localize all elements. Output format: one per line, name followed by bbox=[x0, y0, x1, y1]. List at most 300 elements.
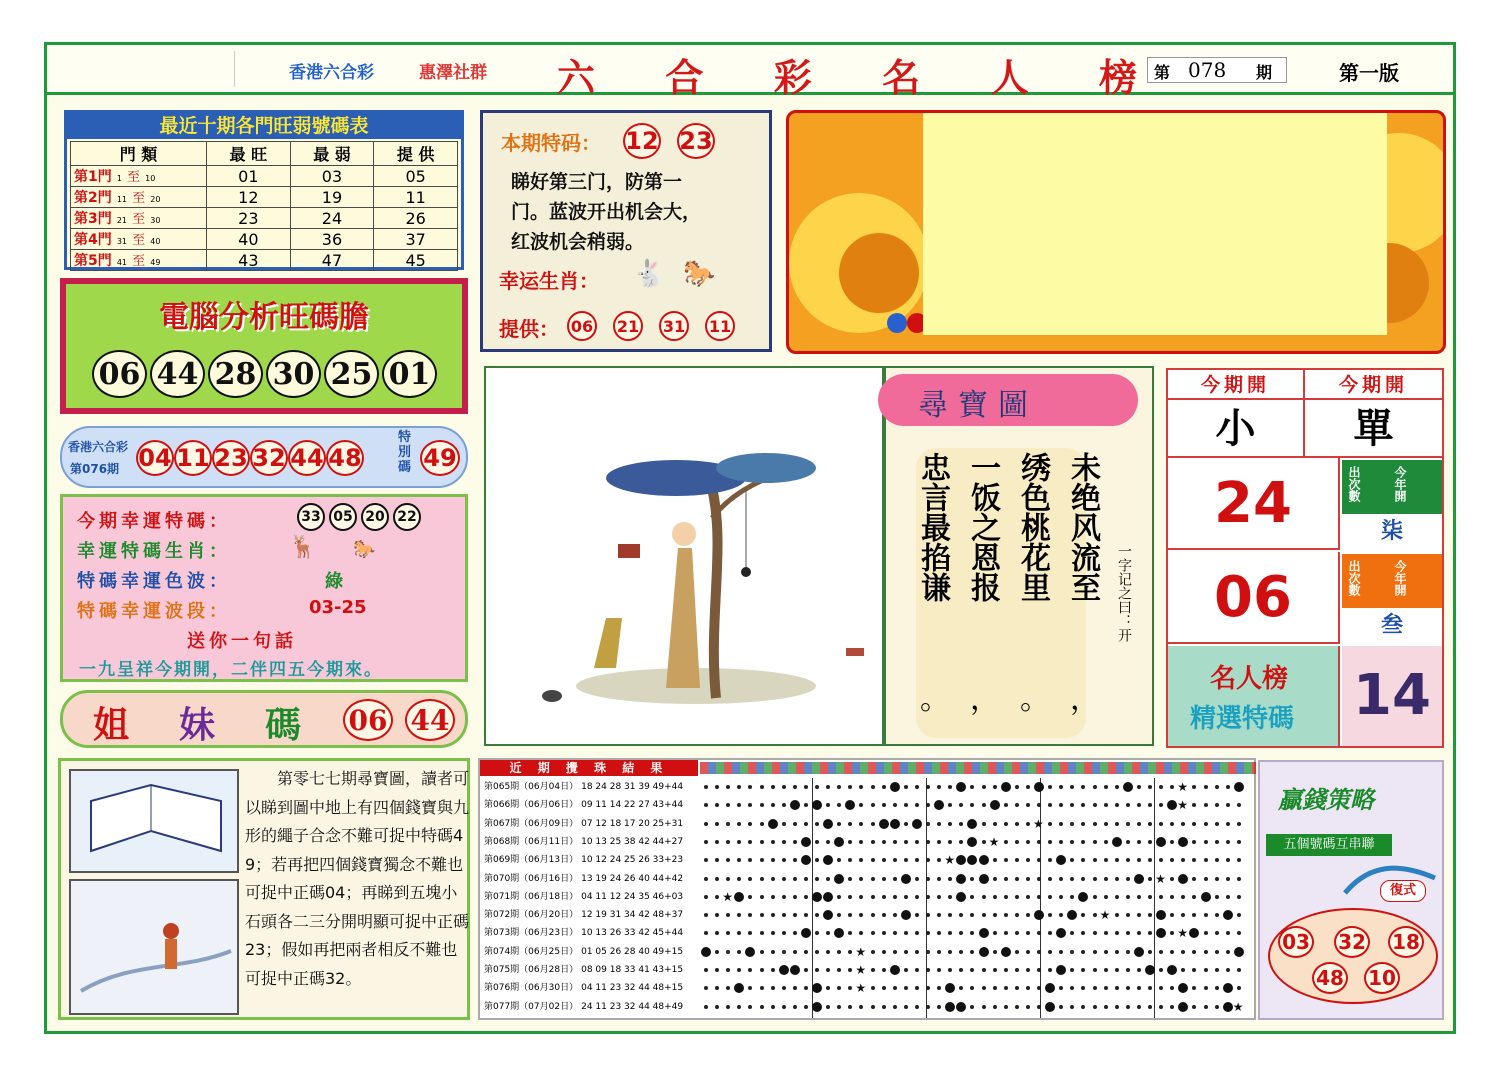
empty-dot-mark bbox=[1059, 950, 1063, 954]
special-star-mark: ★ bbox=[855, 981, 867, 996]
drawn-ball-mark bbox=[734, 983, 744, 993]
empty-dot-mark bbox=[771, 895, 775, 899]
drawn-ball-mark bbox=[901, 874, 911, 884]
empty-dot-mark bbox=[993, 822, 997, 826]
empty-dot-mark bbox=[848, 968, 852, 972]
history-row-label: 第065期（06月04日） bbox=[484, 782, 579, 792]
special-label bbox=[398, 430, 416, 475]
empty-dot-mark bbox=[1048, 968, 1052, 972]
empty-dot-mark bbox=[848, 840, 852, 844]
hot-cell: 40 bbox=[207, 229, 291, 250]
banner-blank-area bbox=[923, 113, 1387, 335]
empty-dot-mark bbox=[793, 986, 797, 990]
empty-dot-mark bbox=[1204, 803, 1208, 807]
empty-dot-mark bbox=[1181, 968, 1185, 972]
sister-char: 碼 bbox=[265, 704, 302, 746]
empty-dot-mark bbox=[1026, 858, 1030, 862]
empty-dot-mark bbox=[748, 1005, 752, 1009]
empty-dot-mark bbox=[782, 858, 786, 862]
empty-dot-mark bbox=[871, 822, 875, 826]
empty-dot-mark bbox=[1237, 877, 1241, 881]
cold-cell: 24 bbox=[290, 208, 374, 229]
empty-dot-mark bbox=[871, 913, 875, 917]
drawn-ball-mark bbox=[1056, 855, 1066, 865]
empty-dot-mark bbox=[893, 913, 897, 917]
empty-dot-mark bbox=[1004, 858, 1008, 862]
poem-punct: 。 bbox=[1020, 682, 1050, 717]
empty-dot-mark bbox=[1148, 858, 1152, 862]
history-row-label: 第071期（06月18日） bbox=[484, 891, 579, 902]
empty-dot-mark bbox=[871, 785, 875, 789]
empty-dot-mark bbox=[748, 877, 752, 881]
empty-dot-mark bbox=[993, 931, 997, 935]
empty-dot-mark bbox=[1148, 822, 1152, 826]
special-ball: 49 bbox=[420, 440, 460, 476]
empty-dot-mark bbox=[1037, 1005, 1041, 1009]
empty-dot-mark bbox=[882, 877, 886, 881]
empty-dot-mark bbox=[1026, 877, 1030, 881]
empty-dot-mark bbox=[1137, 840, 1141, 844]
last-result-numbers bbox=[136, 440, 364, 476]
empty-dot-mark bbox=[1115, 950, 1119, 954]
number-ball: 32 bbox=[1334, 926, 1370, 958]
empty-dot-mark bbox=[937, 913, 941, 917]
empty-dot-mark bbox=[1237, 986, 1241, 990]
issue-prefix: 第 bbox=[1154, 63, 1171, 82]
hot-cold-table-panel bbox=[64, 110, 464, 270]
col-header: 提 供 bbox=[374, 142, 458, 166]
empty-dot-mark bbox=[760, 877, 764, 881]
empty-dot-mark bbox=[1059, 986, 1063, 990]
empty-dot-mark bbox=[1015, 950, 1019, 954]
empty-dot-mark bbox=[1093, 785, 1097, 789]
empty-dot-mark bbox=[1093, 913, 1097, 917]
provide-label: 提供： bbox=[499, 317, 559, 341]
drawn-ball-mark bbox=[945, 983, 955, 993]
empty-dot-mark bbox=[793, 913, 797, 917]
empty-dot-mark bbox=[937, 931, 941, 935]
empty-dot-mark bbox=[859, 840, 863, 844]
history-row bbox=[484, 815, 698, 833]
empty-dot-mark bbox=[915, 968, 919, 972]
empty-dot-mark bbox=[1215, 840, 1219, 844]
empty-dot-mark bbox=[1081, 877, 1085, 881]
drawn-ball-mark bbox=[845, 800, 855, 810]
cold-cell: 36 bbox=[290, 229, 374, 250]
empty-dot-mark bbox=[982, 840, 986, 844]
drawn-ball-mark bbox=[1223, 910, 1233, 920]
empty-dot-mark bbox=[1081, 1005, 1085, 1009]
empty-dot-mark bbox=[1237, 803, 1241, 807]
count-label: 出次數 bbox=[1347, 560, 1361, 596]
empty-dot-mark bbox=[1192, 986, 1196, 990]
gate-label: 第1門 bbox=[74, 169, 112, 185]
history-row-label: 第069期（06月13日） bbox=[484, 855, 579, 866]
empty-dot-mark bbox=[871, 968, 875, 972]
empty-dot-mark bbox=[1126, 822, 1130, 826]
empty-dot-mark bbox=[1104, 877, 1108, 881]
drawn-ball-mark bbox=[1067, 910, 1077, 920]
number-ball: 06 bbox=[343, 699, 393, 741]
empty-dot-mark bbox=[837, 895, 841, 899]
empty-dot-mark bbox=[915, 986, 919, 990]
empty-dot-mark bbox=[1115, 822, 1119, 826]
ball-color-strip bbox=[700, 762, 1256, 774]
empty-dot-mark bbox=[1015, 931, 1019, 935]
empty-dot-mark bbox=[1192, 913, 1196, 917]
empty-dot-mark bbox=[993, 895, 997, 899]
empty-dot-mark bbox=[1170, 858, 1174, 862]
empty-dot-mark bbox=[948, 822, 952, 826]
empty-dot-mark bbox=[1204, 785, 1208, 789]
empty-dot-mark bbox=[1226, 895, 1230, 899]
empty-dot-mark bbox=[1126, 913, 1130, 917]
number-ball: 01 bbox=[382, 350, 437, 398]
gate-label: 第4門 bbox=[74, 232, 112, 248]
empty-dot-mark bbox=[970, 785, 974, 789]
empty-dot-mark bbox=[1115, 968, 1119, 972]
empty-dot-mark bbox=[1026, 840, 1030, 844]
empty-dot-mark bbox=[837, 858, 841, 862]
poem-punct: ， bbox=[1070, 682, 1100, 717]
empty-dot-mark bbox=[748, 913, 752, 917]
number-ball: 04 bbox=[136, 440, 174, 476]
empty-dot-mark bbox=[1126, 895, 1130, 899]
empty-dot-mark bbox=[771, 785, 775, 789]
empty-dot-mark bbox=[1148, 950, 1152, 954]
drawn-ball-mark bbox=[790, 965, 800, 975]
special-star-mark: ★ bbox=[1033, 816, 1044, 831]
number-ball: 48 bbox=[326, 440, 364, 476]
empty-dot-mark bbox=[1215, 968, 1219, 972]
count-value-2: 叁 bbox=[1380, 613, 1403, 638]
empty-dot-mark bbox=[1159, 950, 1163, 954]
empty-dot-mark bbox=[1137, 895, 1141, 899]
empty-dot-mark bbox=[1004, 931, 1008, 935]
right-stats-panel bbox=[1166, 368, 1444, 748]
issue-box bbox=[1147, 57, 1287, 83]
empty-dot-mark bbox=[1070, 840, 1074, 844]
empty-dot-mark bbox=[726, 785, 730, 789]
special-code-panel bbox=[480, 110, 772, 352]
number-ball: 28 bbox=[208, 350, 263, 398]
empty-dot-mark bbox=[804, 877, 808, 881]
drawn-ball-mark bbox=[734, 892, 744, 902]
table-row bbox=[71, 166, 458, 187]
empty-dot-mark bbox=[1170, 1005, 1174, 1009]
empty-dot-mark bbox=[726, 840, 730, 844]
empty-dot-mark bbox=[1126, 968, 1130, 972]
empty-dot-mark bbox=[782, 803, 786, 807]
empty-dot-mark bbox=[993, 1005, 997, 1009]
empty-dot-mark bbox=[771, 803, 775, 807]
empty-dot-mark bbox=[1026, 1005, 1030, 1009]
header-bar bbox=[47, 45, 1453, 100]
empty-dot-mark bbox=[904, 895, 908, 899]
range-to: 49 bbox=[150, 258, 161, 267]
empty-dot-mark bbox=[1170, 931, 1174, 935]
empty-dot-mark bbox=[1037, 968, 1041, 972]
history-row-label: 第073期（06月23日） bbox=[484, 928, 579, 939]
empty-dot-mark bbox=[804, 1005, 808, 1009]
empty-dot-mark bbox=[882, 950, 886, 954]
empty-dot-mark bbox=[871, 950, 875, 954]
history-row bbox=[484, 906, 698, 924]
computer-analysis-panel bbox=[60, 278, 468, 414]
empty-dot-mark bbox=[970, 913, 974, 917]
empty-dot-mark bbox=[871, 858, 875, 862]
count-label-box-2 bbox=[1342, 554, 1442, 608]
empty-dot-mark bbox=[726, 913, 730, 917]
empty-dot-mark bbox=[982, 913, 986, 917]
deer-icon: 🦌 bbox=[289, 535, 317, 560]
empty-dot-mark bbox=[726, 858, 730, 862]
empty-dot-mark bbox=[882, 803, 886, 807]
empty-dot-mark bbox=[1204, 877, 1208, 881]
banner-panel bbox=[786, 110, 1446, 354]
empty-dot-mark bbox=[915, 877, 919, 881]
empty-dot-mark bbox=[1226, 785, 1230, 789]
empty-dot-mark bbox=[1048, 931, 1052, 935]
poem-column: 一饭之恩报 bbox=[965, 452, 1000, 602]
empty-dot-mark bbox=[1126, 931, 1130, 935]
empty-dot-mark bbox=[1192, 968, 1196, 972]
table-row bbox=[71, 208, 458, 229]
history-row-numbers: 09 11 14 22 27 43+44 bbox=[581, 800, 684, 811]
history-row-label: 第068期（06月11日） bbox=[484, 836, 579, 847]
empty-dot-mark bbox=[871, 877, 875, 881]
empty-dot-mark bbox=[760, 803, 764, 807]
number-ball: 44 bbox=[150, 350, 205, 398]
empty-dot-mark bbox=[782, 913, 786, 917]
zodiac-label: 幸运生肖： bbox=[499, 269, 599, 293]
history-row-numbers: 10 13 26 33 42 45+44 bbox=[581, 928, 684, 939]
empty-dot-mark bbox=[1070, 986, 1074, 990]
empty-dot-mark bbox=[882, 931, 886, 935]
empty-dot-mark bbox=[1126, 858, 1130, 862]
empty-dot-mark bbox=[926, 1005, 930, 1009]
empty-dot-mark bbox=[1237, 822, 1241, 826]
empty-dot-mark bbox=[859, 931, 863, 935]
empty-dot-mark bbox=[1148, 803, 1152, 807]
empty-dot-mark bbox=[959, 803, 963, 807]
empty-dot-mark bbox=[1137, 913, 1141, 917]
drawn-ball-mark bbox=[1001, 947, 1011, 957]
empty-dot-mark bbox=[704, 968, 708, 972]
empty-dot-mark bbox=[771, 950, 775, 954]
empty-dot-mark bbox=[793, 785, 797, 789]
computer-analysis-title: 電腦分析旺碼膽 bbox=[159, 300, 369, 335]
empty-dot-mark bbox=[893, 840, 897, 844]
edition-label: 第一版 bbox=[1339, 61, 1399, 85]
hot-cell: 43 bbox=[207, 250, 291, 271]
title-char: 人 bbox=[990, 55, 1029, 100]
lucky-line2-label: 幸運特碼生肖： bbox=[77, 541, 231, 562]
empty-dot-mark bbox=[959, 968, 963, 972]
empty-dot-mark bbox=[1048, 822, 1052, 826]
empty-dot-mark bbox=[1081, 822, 1085, 826]
empty-dot-mark bbox=[737, 950, 741, 954]
empty-dot-mark bbox=[1048, 858, 1052, 862]
range-from: 31 bbox=[116, 237, 128, 246]
provide-cell: 45 bbox=[374, 250, 458, 271]
drawn-ball-mark bbox=[956, 892, 966, 902]
hot-cold-table bbox=[70, 141, 458, 271]
provide-cell: 26 bbox=[374, 208, 458, 229]
range-to: 30 bbox=[150, 216, 161, 225]
cold-cell: 19 bbox=[290, 187, 374, 208]
empty-dot-mark bbox=[748, 822, 752, 826]
empty-dot-mark bbox=[937, 840, 941, 844]
special-star-mark: ★ bbox=[1155, 871, 1166, 886]
empty-dot-mark bbox=[882, 1005, 886, 1009]
empty-dot-mark bbox=[771, 931, 775, 935]
empty-dot-mark bbox=[982, 822, 986, 826]
empty-dot-mark bbox=[1226, 968, 1230, 972]
drawn-ball-mark bbox=[812, 983, 822, 993]
empty-dot-mark bbox=[737, 858, 741, 862]
empty-dot-mark bbox=[948, 913, 952, 917]
empty-dot-mark bbox=[993, 877, 997, 881]
empty-dot-mark bbox=[1137, 931, 1141, 935]
empty-dot-mark bbox=[1115, 785, 1119, 789]
empty-dot-mark bbox=[1148, 1005, 1152, 1009]
empty-dot-mark bbox=[915, 1005, 919, 1009]
empty-dot-mark bbox=[982, 986, 986, 990]
empty-dot-mark bbox=[1226, 822, 1230, 826]
table-row bbox=[71, 250, 458, 271]
drawn-ball-mark bbox=[1123, 782, 1133, 792]
empty-dot-mark bbox=[1215, 895, 1219, 899]
empty-dot-mark bbox=[782, 895, 786, 899]
drawn-ball-mark bbox=[1223, 1002, 1233, 1012]
empty-dot-mark bbox=[1170, 950, 1174, 954]
number-ball: 10 bbox=[1364, 962, 1400, 994]
empty-dot-mark bbox=[882, 840, 886, 844]
page-title bbox=[557, 47, 1137, 100]
empty-dot-mark bbox=[982, 1005, 986, 1009]
empty-dot-mark bbox=[815, 822, 819, 826]
empty-dot-mark bbox=[948, 877, 952, 881]
history-row-numbers: 12 19 31 34 42 48+37 bbox=[581, 910, 684, 921]
empty-dot-mark bbox=[926, 822, 930, 826]
provide-cell: 37 bbox=[374, 229, 458, 250]
empty-dot-mark bbox=[704, 822, 708, 826]
special-star-mark: ★ bbox=[1177, 780, 1189, 794]
empty-dot-mark bbox=[1037, 950, 1041, 954]
empty-dot-mark bbox=[815, 785, 819, 789]
col-header: 門 類 bbox=[71, 142, 207, 166]
number-ball: 31 bbox=[659, 311, 689, 341]
empty-dot-mark bbox=[1226, 840, 1230, 844]
empty-dot-mark bbox=[1081, 950, 1085, 954]
empty-dot-mark bbox=[1026, 785, 1030, 789]
history-dot-grid bbox=[700, 778, 1256, 1018]
hot-number-2: 06 bbox=[1168, 552, 1340, 644]
lucky-line4-label: 特碼幸運波段： bbox=[77, 601, 231, 622]
empty-dot-mark bbox=[1181, 822, 1185, 826]
empty-dot-mark bbox=[1015, 858, 1019, 862]
empty-dot-mark bbox=[1104, 785, 1108, 789]
empty-dot-mark bbox=[915, 950, 919, 954]
drawn-ball-mark bbox=[812, 800, 822, 810]
number-ball: 44 bbox=[288, 440, 326, 476]
history-row bbox=[484, 851, 698, 869]
history-row-label: 第072期（06月20日） bbox=[484, 910, 579, 921]
drawn-ball-mark bbox=[834, 837, 844, 847]
empty-dot-mark bbox=[726, 986, 730, 990]
empty-dot-mark bbox=[760, 931, 764, 935]
drawn-ball-mark bbox=[823, 819, 833, 829]
empty-dot-mark bbox=[1204, 986, 1208, 990]
text-line: 睇好第三门，防第一 bbox=[511, 171, 683, 193]
sister-char: 姐 bbox=[93, 704, 130, 746]
empty-dot-mark bbox=[1148, 785, 1152, 789]
drawn-ball-mark bbox=[1112, 837, 1122, 847]
empty-dot-mark bbox=[1215, 822, 1219, 826]
strategy-subtitle: 五個號碼互串聯 bbox=[1266, 834, 1392, 856]
empty-dot-mark bbox=[948, 931, 952, 935]
empty-dot-mark bbox=[1137, 968, 1141, 972]
empty-dot-mark bbox=[804, 803, 808, 807]
empty-dot-mark bbox=[848, 931, 852, 935]
empty-dot-mark bbox=[993, 785, 997, 789]
empty-dot-mark bbox=[1026, 895, 1030, 899]
table-row bbox=[71, 187, 458, 208]
lucky-line4-value: 03-25 bbox=[309, 597, 367, 618]
empty-dot-mark bbox=[959, 913, 963, 917]
empty-dot-mark bbox=[1070, 803, 1074, 807]
drawn-ball-mark bbox=[901, 910, 911, 920]
empty-dot-mark bbox=[1104, 840, 1108, 844]
empty-dot-mark bbox=[970, 803, 974, 807]
empty-dot-mark bbox=[737, 931, 741, 935]
empty-dot-mark bbox=[715, 840, 719, 844]
empty-dot-mark bbox=[1070, 968, 1074, 972]
drawn-ball-mark bbox=[1156, 910, 1166, 920]
empty-dot-mark bbox=[1004, 895, 1008, 899]
head-this-period-1: 今期開 bbox=[1168, 370, 1305, 400]
poem-punct: 。 bbox=[920, 682, 950, 717]
drawn-ball-mark bbox=[890, 782, 900, 792]
empty-dot-mark bbox=[1015, 803, 1019, 807]
empty-dot-mark bbox=[1237, 858, 1241, 862]
empty-dot-mark bbox=[1192, 858, 1196, 862]
range-from: 21 bbox=[116, 216, 128, 225]
empty-dot-mark bbox=[1226, 803, 1230, 807]
empty-dot-mark bbox=[1215, 986, 1219, 990]
empty-dot-mark bbox=[1026, 913, 1030, 917]
count-label: 今年開 bbox=[1393, 560, 1407, 596]
empty-dot-mark bbox=[771, 968, 775, 972]
empty-dot-mark bbox=[882, 895, 886, 899]
empty-dot-mark bbox=[926, 785, 930, 789]
range-from: 41 bbox=[116, 258, 128, 267]
empty-dot-mark bbox=[1115, 877, 1119, 881]
history-row-numbers: 04 11 12 24 35 46+03 bbox=[581, 891, 684, 902]
empty-dot-mark bbox=[882, 785, 886, 789]
gate-label: 第5門 bbox=[74, 253, 112, 269]
empty-dot-mark bbox=[1081, 968, 1085, 972]
empty-dot-mark bbox=[1026, 822, 1030, 826]
drawn-ball-mark bbox=[945, 1002, 955, 1012]
history-row-numbers: 01 05 26 28 40 49+15 bbox=[581, 946, 684, 957]
empty-dot-mark bbox=[1081, 840, 1085, 844]
empty-dot-mark bbox=[893, 858, 897, 862]
empty-dot-mark bbox=[1048, 840, 1052, 844]
empty-dot-mark bbox=[904, 785, 908, 789]
empty-dot-mark bbox=[782, 877, 786, 881]
